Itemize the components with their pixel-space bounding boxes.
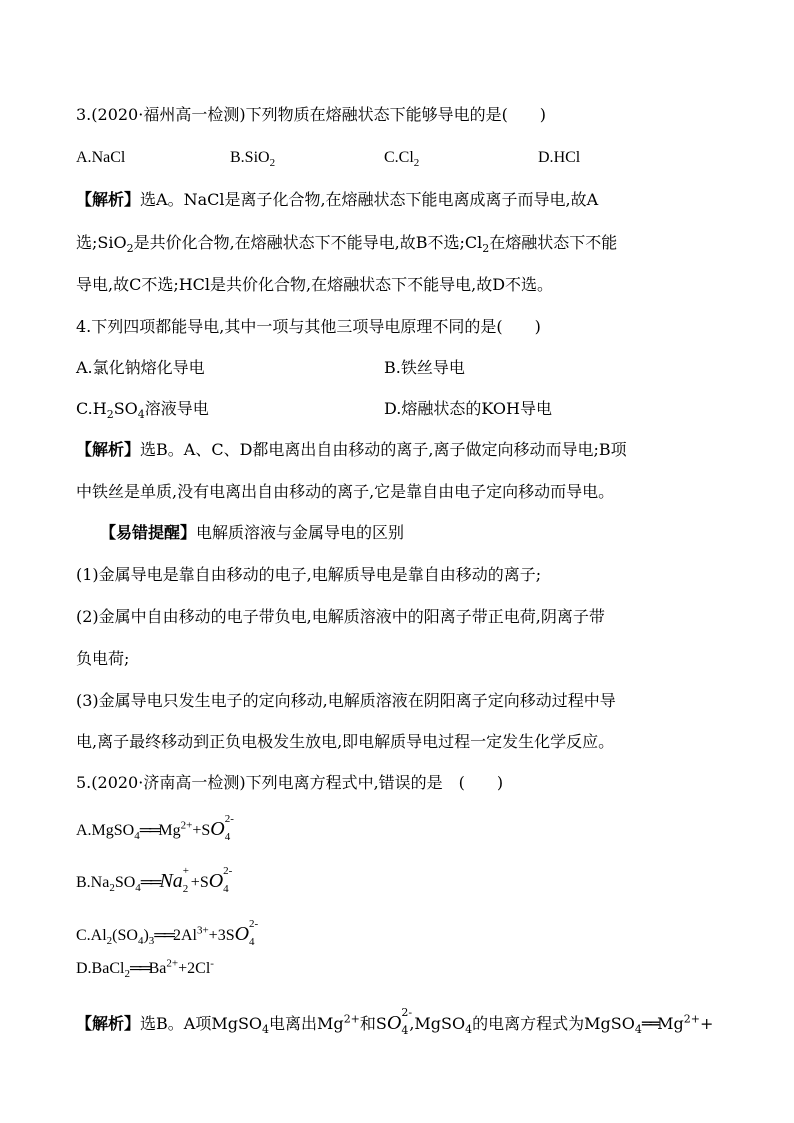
q3-source: (2020·福州高一检测) — [91, 105, 246, 124]
q3-analysis-line-1: 【解析】选A。NaCl是离子化合物,在熔融状态下能电离成离子而导电,故A — [76, 190, 599, 209]
q5-number: 5. — [76, 773, 92, 792]
tip-tag: 【易错提醒】 — [100, 523, 197, 542]
q4-option-c: $C.H_2SO_4$溶液导电 — [76, 399, 209, 422]
tip-item-3-line-2: 电,离子最终移动到正负电极发生放电,即电解质导电过程一定发生化学反应。 — [76, 732, 615, 751]
analysis-tag: 【解析】 — [76, 190, 141, 209]
q3-option-b: B.SiO$_2$ — [230, 149, 276, 170]
q3-option-c: $C.Cl_2$ — [384, 149, 420, 170]
q4-analysis-line-1: 【解析】选B。A、C、D都电离出自由移动的离子,离子做定向移动而导电;B项 — [76, 440, 627, 459]
tip-title: 电解质溶液与金属导电的区别 — [196, 523, 405, 542]
tip-item-2-line-1: (2)金属中自由移动的电子带负电,电解质溶液中的阳离子带正电荷,阴离子带 — [76, 607, 605, 626]
q3-number: 3. — [76, 105, 92, 124]
q5-analysis-line-1: 【解析】选B。A项MgSO$_4$电离出$Mg^{2+}$和SO 2- 4 ,MgSO$_4$的电离方程式为$MgSO_4══Mg^{2+}+$ — [76, 1005, 714, 1037]
q3-stem — [76, 104, 734, 126]
q3-option-a: A.NaCl — [76, 149, 126, 166]
analysis-tag: 【解析】 — [76, 440, 141, 459]
q5-stem-text: 下列电离方程式中,错误的是 ( ) — [245, 773, 504, 792]
q3-option-d: D.HCl — [538, 149, 581, 166]
q4-stem: 4.下列四项都能导电,其中一项与其他三项导电原理不同的是( ) — [76, 317, 541, 336]
q5-option-c: $C.Al_2(SO_4)_3══2Al^{3+}+3SO$ 2- 4 — [76, 918, 259, 949]
tip-item-3-line-1: (3)金属导电只发生电子的定向移动,电解质溶液在阴阳离子定向移动过程中导 — [76, 691, 616, 710]
q5-source: (2020·济南高一检测) — [91, 773, 246, 792]
q4-option-a: A.氯化钠熔化导电 — [76, 358, 205, 377]
tip-heading — [100, 522, 734, 544]
q3-analysis-line-3: 导电,故C不选;HCl是共价化合物,在熔融状态下不能导电,故D不选。 — [76, 275, 554, 294]
tip-item-2-line-2: 负电荷; — [76, 649, 130, 668]
analysis-tag: 【解析】 — [76, 1014, 141, 1033]
q5-option-b: $B.Na_2SO_4══Na$ + 2 +SO 2- 4 — [76, 865, 233, 896]
q5-option-d: $D.BaCl_2══Ba^{2+}+2Cl^-$ — [76, 957, 214, 981]
q5-option-a: $A.MgSO_4══Mg^{2+}+SO$ 2- 4 — [76, 813, 234, 844]
q4-option-b: B.铁丝导电 — [384, 358, 465, 377]
tip-item-1: (1)金属导电是靠自由移动的电子,电解质导电是靠自由移动的离子; — [76, 565, 542, 584]
q5-stem — [76, 772, 734, 794]
q3-analysis-line-2: 选;SiO$_2$是共价化合物,在熔融状态下不能导电,故B不选$;Cl_2$在熔融状态下不能 — [76, 233, 618, 256]
q3-stem-text: 下列物质在熔融状态下能够导电的是( ) — [245, 105, 547, 124]
q4-analysis-line-2: 中铁丝是单质,没有电离出自由移动的离子,它是靠自由电子定向移动而导电。 — [76, 482, 615, 501]
q4-option-d: D.熔融状态的KOH导电 — [384, 399, 552, 418]
